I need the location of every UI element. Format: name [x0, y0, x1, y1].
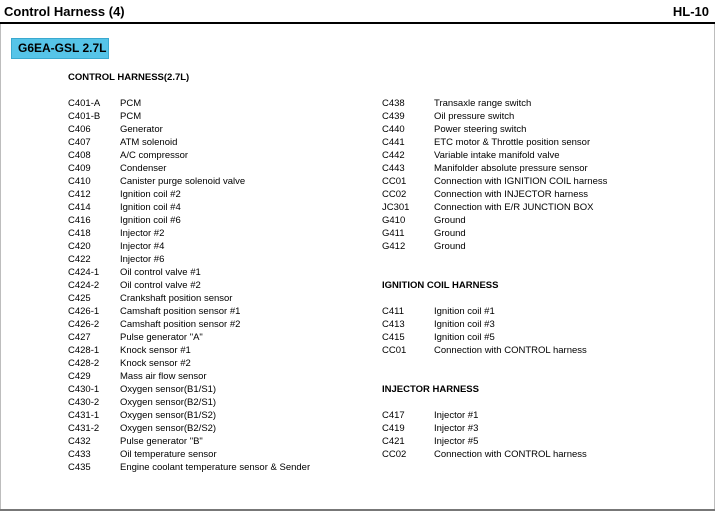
connector-code: C432	[68, 436, 91, 447]
connector-code: C412	[68, 189, 91, 200]
connector-description: Oil pressure switch	[434, 111, 515, 122]
connector-row	[382, 435, 587, 448]
ignition-coil-harness-title: IGNITION COIL HARNESS	[382, 280, 499, 291]
connector-description: Ignition coil #3	[434, 319, 495, 330]
control-harness-list-col1	[68, 97, 310, 474]
page-number: HL-10	[672, 4, 709, 19]
connector-row	[68, 240, 310, 253]
connector-row	[68, 305, 310, 318]
connector-code: C431-1	[68, 410, 100, 421]
connector-description: Camshaft position sensor #1	[120, 306, 241, 317]
connector-description: Injector #6	[120, 254, 165, 265]
connector-code: C416	[68, 215, 91, 226]
connector-row	[382, 97, 607, 110]
connector-row	[68, 227, 310, 240]
connector-code: C439	[382, 111, 405, 122]
connector-code: C433	[68, 449, 91, 460]
connector-code: C419	[382, 423, 405, 434]
connector-description: Ground	[434, 215, 466, 226]
connector-row	[382, 305, 587, 318]
connector-description: Condenser	[120, 163, 167, 174]
connector-description: Mass air flow sensor	[120, 371, 207, 382]
connector-code: C414	[68, 202, 91, 213]
connector-description: Injector #1	[434, 410, 479, 421]
connector-description: Camshaft position sensor #2	[120, 319, 241, 330]
connector-code: C401-B	[68, 111, 101, 122]
connector-description: Power steering switch	[434, 124, 527, 135]
connector-row	[382, 123, 607, 136]
connector-row	[382, 214, 607, 227]
connector-row	[68, 136, 310, 149]
connector-row	[68, 149, 310, 162]
connector-row	[68, 357, 310, 370]
connector-row	[68, 97, 310, 110]
connector-row	[382, 110, 607, 123]
connector-row	[68, 201, 310, 214]
frame-left-border	[0, 24, 1, 511]
connector-code: C443	[382, 163, 405, 174]
connector-row	[68, 292, 310, 305]
connector-row	[68, 409, 310, 422]
connector-description: ETC motor & Throttle position sensor	[434, 137, 591, 148]
connector-code: C425	[68, 293, 91, 304]
connector-row	[68, 253, 310, 266]
connector-code: C410	[68, 176, 91, 187]
connector-description: Knock sensor #2	[120, 358, 191, 369]
page-title: Control Harness (4)	[4, 4, 125, 19]
connector-row	[68, 448, 310, 461]
connector-row	[382, 227, 607, 240]
connector-row	[68, 279, 310, 292]
connector-code: C407	[68, 137, 91, 148]
connector-code: C426-2	[68, 319, 100, 330]
connector-row	[382, 240, 607, 253]
connector-row	[382, 344, 587, 357]
connector-row	[68, 266, 310, 279]
connector-row	[68, 461, 310, 474]
connector-row	[68, 331, 310, 344]
connector-code: C435	[68, 462, 91, 473]
connector-row	[68, 110, 310, 123]
connector-description: Oil temperature sensor	[120, 449, 217, 460]
connector-code: CC01	[382, 345, 407, 356]
connector-row	[382, 409, 587, 422]
connector-code: C401-A	[68, 98, 101, 109]
connector-row	[68, 175, 310, 188]
connector-code: C430-2	[68, 397, 100, 408]
connector-description: Injector #5	[434, 436, 479, 447]
connector-description: Connection with CONTROL harness	[434, 345, 587, 356]
connector-code: C409	[68, 163, 91, 174]
connector-code: C418	[68, 228, 91, 239]
connector-code: CC02	[382, 449, 407, 460]
connector-description: Engine coolant temperature sensor & Sender	[120, 462, 311, 473]
connector-code: C406	[68, 124, 91, 135]
connector-description: Ground	[434, 228, 466, 239]
connector-code: C431-2	[68, 423, 100, 434]
connector-description: Oil control valve #1	[120, 267, 201, 278]
connector-description: Ground	[434, 241, 466, 252]
connector-code: C415	[382, 332, 405, 343]
ignition-coil-harness-list	[382, 305, 587, 357]
connector-description: Pulse generator "A"	[120, 332, 203, 343]
connector-code: G412	[382, 241, 406, 252]
connector-description: Oxygen sensor(B2/S2)	[120, 423, 217, 434]
connector-description: A/C compressor	[120, 150, 189, 161]
connector-description: Injector #3	[434, 423, 479, 434]
connector-code: C441	[382, 137, 405, 148]
connector-row	[68, 188, 310, 201]
connector-description: Ignition coil #2	[120, 189, 181, 200]
connector-description: Connection with INJECTOR harness	[434, 189, 588, 200]
connector-code: C438	[382, 98, 405, 109]
connector-code: C422	[68, 254, 91, 265]
connector-description: Oxygen sensor(B2/S1)	[120, 397, 217, 408]
connector-code: C417	[382, 410, 405, 421]
connector-description: Injector #4	[120, 241, 165, 252]
engine-model-badge: G6EA-GSL 2.7L	[11, 38, 109, 59]
connector-code: C424-2	[68, 280, 100, 291]
connector-code: C427	[68, 332, 91, 343]
connector-code: JC301	[382, 202, 410, 213]
connector-description: Ignition coil #5	[434, 332, 495, 343]
connector-description: Ignition coil #6	[120, 215, 181, 226]
connector-code: C428-2	[68, 358, 100, 369]
connector-description: Crankshaft position sensor	[120, 293, 233, 304]
connector-code: C424-1	[68, 267, 100, 278]
connector-row	[382, 175, 607, 188]
connector-row	[68, 383, 310, 396]
connector-row	[68, 396, 310, 409]
connector-code: C421	[382, 436, 405, 447]
connector-row	[68, 435, 310, 448]
control-harness-title: CONTROL HARNESS(2.7L)	[68, 72, 190, 83]
connector-row	[382, 136, 607, 149]
connector-code: C420	[68, 241, 91, 252]
connector-description: Knock sensor #1	[120, 345, 191, 356]
connector-description: Variable intake manifold valve	[434, 150, 560, 161]
connector-row	[68, 422, 310, 435]
connector-row	[382, 422, 587, 435]
connector-description: Generator	[120, 124, 163, 135]
connector-code: G410	[382, 215, 406, 226]
connector-description: Oxygen sensor(B1/S2)	[120, 410, 217, 421]
connector-code: C442	[382, 150, 405, 161]
connector-code: CC02	[382, 189, 407, 200]
connector-row	[68, 123, 310, 136]
connector-code: C440	[382, 124, 405, 135]
connector-code: G411	[382, 228, 405, 239]
connector-description: Ignition coil #1	[434, 306, 495, 317]
connector-description: Transaxle range switch	[434, 98, 532, 109]
connector-description: Connection with E/R JUNCTION BOX	[434, 202, 594, 213]
connector-description: Connection with IGNITION COIL harness	[434, 176, 608, 187]
connector-row	[68, 370, 310, 383]
connector-description: PCM	[120, 111, 142, 122]
connector-description: ATM solenoid	[120, 137, 178, 148]
connector-description: Manifolder absolute pressure sensor	[434, 163, 588, 174]
connector-code: C429	[68, 371, 91, 382]
connector-row	[382, 448, 587, 461]
connector-row	[382, 201, 607, 214]
connector-row	[382, 162, 607, 175]
connector-code: C428-1	[68, 345, 100, 356]
control-harness-list-col2	[382, 97, 607, 253]
connector-description: PCM	[120, 98, 142, 109]
connector-code: C426-1	[68, 306, 100, 317]
connector-row	[382, 318, 587, 331]
connector-description: Ignition coil #4	[120, 202, 181, 213]
connector-code: C408	[68, 150, 91, 161]
connector-description: Canister purge solenoid valve	[120, 176, 246, 187]
connector-row	[68, 162, 310, 175]
connector-code: C411	[382, 306, 405, 317]
connector-description: Pulse generator "B"	[120, 436, 203, 447]
connector-row	[68, 318, 310, 331]
page-header	[0, 0, 715, 26]
connector-code: C430-1	[68, 384, 100, 395]
connector-row	[68, 214, 310, 227]
connector-description: Connection with CONTROL harness	[434, 449, 587, 460]
connector-description: Oxygen sensor(B1/S1)	[120, 384, 217, 395]
injector-harness-list	[382, 409, 587, 461]
connector-row	[382, 188, 607, 201]
connector-row	[382, 331, 587, 344]
injector-harness-title: INJECTOR HARNESS	[382, 384, 479, 395]
connector-code: CC01	[382, 176, 407, 187]
connector-description: Injector #2	[120, 228, 165, 239]
connector-row	[68, 344, 310, 357]
connector-description: Oil control valve #2	[120, 280, 201, 291]
header-rule	[0, 22, 715, 24]
connector-row	[382, 149, 607, 162]
connector-code: C413	[382, 319, 405, 330]
